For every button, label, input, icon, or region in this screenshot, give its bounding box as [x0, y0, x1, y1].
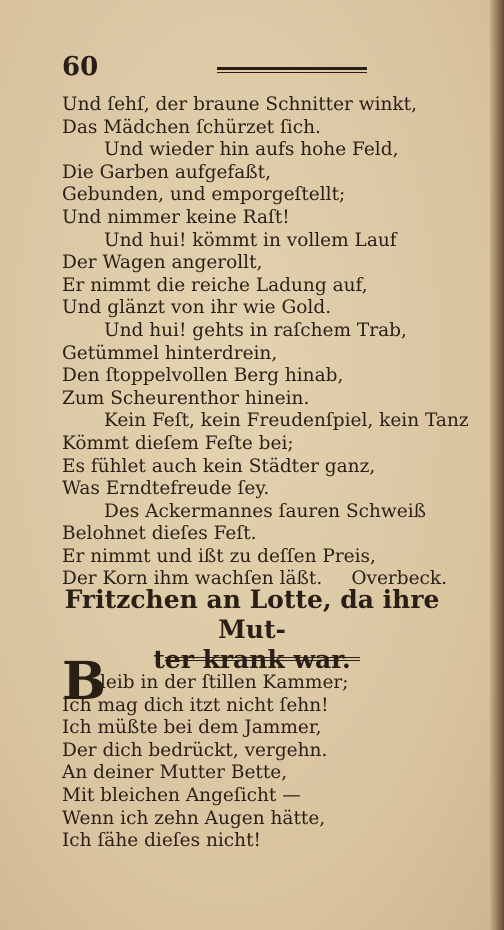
verse-line: Ich mag dich itzt nicht ſehn!: [62, 694, 329, 716]
poem-title-line-1: Fritzchen an Lotte, da ihre Mut-: [64, 585, 440, 644]
verse-line: Der Korn ihm wachſen läßt.: [62, 568, 323, 590]
verse-line: Es fühlet auch kein Städter ganz,: [62, 455, 376, 477]
verse-line: Und glänzt von ihr wie Gold.: [62, 297, 332, 319]
verse-line: Den ſtoppelvollen Berg hinab,: [62, 365, 344, 387]
page-edge: [490, 0, 504, 930]
verse-line: Der dich bedrückt, vergehn.: [62, 739, 328, 761]
drop-cap: B: [62, 651, 106, 712]
verse-line: Belohnet dieſes Feſt.: [62, 523, 257, 545]
verse-line: Wenn ich zehn Augen hätte,: [62, 807, 326, 829]
verse-line: Ich müßte bei dem Jammer,: [62, 717, 322, 739]
poem-title: [62, 585, 442, 675]
verse-line: Und hui! kömmt in vollem Lauf: [104, 229, 397, 251]
verse-line: Getümmel hinterdrein,: [62, 342, 278, 364]
verse-line: Die Garben aufgefaßt,: [62, 161, 271, 183]
verse-line: Und wieder hin aufs hohe Feld,: [104, 139, 399, 161]
page-number: 60: [62, 52, 99, 82]
page-header: [62, 52, 362, 82]
verse-line: Was Erndtefreude ſey.: [62, 478, 270, 500]
verse-line: An deiner Mutter Bette,: [62, 762, 288, 784]
verse-line: Mit bleichen Angeſicht —: [62, 784, 301, 806]
verse-line: Er nimmt die reiche Ladung auf,: [62, 274, 368, 296]
verse-line: Gebunden, und emporgeſtellt;: [62, 184, 346, 206]
verse-line: Kömmt dieſem Feſte bei;: [62, 432, 294, 454]
poem-title-line-2: ter krank war.: [153, 645, 351, 674]
verse-line: Kein Feſt, kein Freudenſpiel, kein Tanz: [104, 410, 469, 432]
poem-fritzchen: [62, 672, 462, 853]
title-rule: [165, 657, 360, 661]
verse-line: Und hui! gehts in raſchem Trab,: [104, 319, 407, 341]
verse-line: Das Mädchen ſchürzet ſich.: [62, 116, 321, 138]
verse-line: Des Ackermannes ſauren Schweiß: [104, 500, 426, 522]
header-rule: [217, 67, 367, 73]
verse-line: Und ſehſ, der braune Schnitter winkt,: [62, 94, 417, 115]
verse-line: Ich ſähe dieſes nicht!: [62, 830, 261, 852]
verse-line: Der Wagen angerollt,: [62, 252, 263, 274]
verse-line: Und nimmer keine Raſt!: [62, 206, 290, 228]
verse-line: leib in der ſtillen Kammer;: [100, 672, 349, 693]
verse-line: Zum Scheurenthor hinein.: [62, 387, 310, 409]
poem-harvest: [62, 94, 469, 591]
author-signature: Overbeck.: [351, 568, 447, 590]
verse-line: Er nimmt und ißt zu deſſen Preis,: [62, 545, 376, 567]
